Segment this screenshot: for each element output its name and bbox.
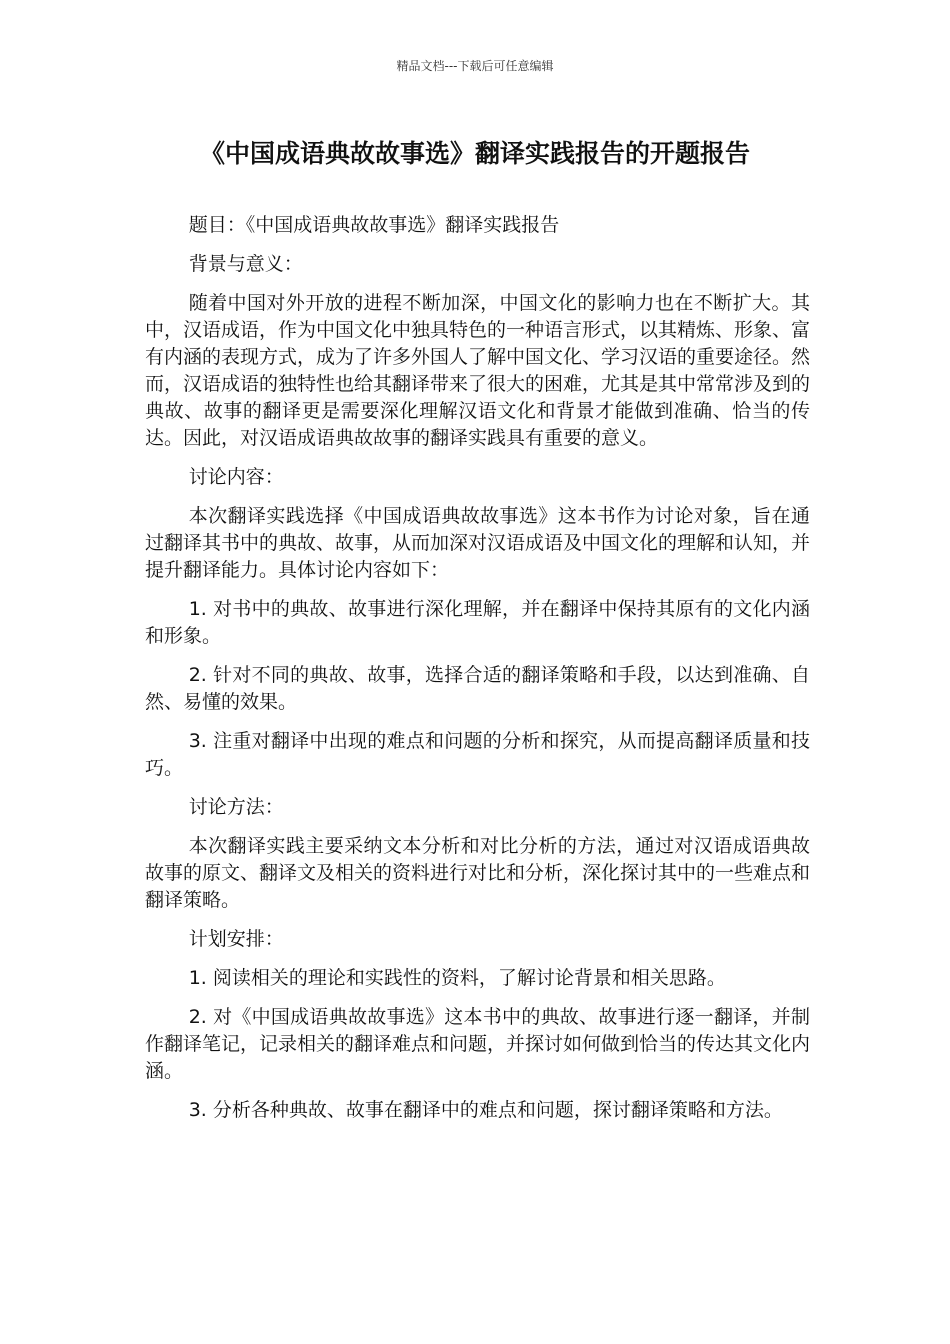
document-body — [145, 212, 810, 1136]
section-heading-method: 讨论方法： — [188, 796, 284, 818]
document-title: 《中国成语典故故事选》翻译实践报告的开题报告 — [199, 139, 750, 168]
content-intro-paragraph: 本次翻译实践选择《中国成语典故故事选》这本书作为讨论对象，旨在通过翻译其书中的典故、故事，从而加深对汉语成语及中国文化的理解和认知，并提升翻译能力。具体讨论内容如下： — [145, 505, 811, 581]
plan-item-1: 1. 阅读相关的理论和实践性的资料，了解讨论背景和相关思路。 — [188, 967, 726, 989]
background-paragraph: 随着中国对外开放的进程不断加深，中国文化的影响力也在不断扩大。其中，汉语成语，作为中国文化中独具特色的一种语言形式，以其精炼、形象、富有内涵的表现方式，成为了许多外国人了解中国文化、学习汉语的重要途径。然而，汉语成语的独特性也给其翻译带来了很大的困难，尤其是其中常常涉及到的典故、故事的翻译更是需要深化理解汉语文化和背景才能做到准确、恰当的传达。因此，对汉语成语典故故事的翻译实践具有重要的意义。 — [145, 292, 811, 449]
header-note: 精品文档---下载后可任意编辑 — [396, 59, 554, 73]
section-heading-plan: 计划安排： — [188, 928, 284, 950]
topic-line: 题目：《中国成语典故故事选》翻译实践报告 — [188, 214, 560, 236]
content-item-1: 1. 对书中的典故、故事进行深化理解，并在翻译中保持其原有的文化内涵和形象。 — [145, 598, 810, 647]
method-paragraph: 本次翻译实践主要采纳文本分析和对比分析的方法，通过对汉语成语典故故事的原文、翻译文及相关的资料进行对比和分析，深化探讨其中的一些难点和翻译策略。 — [145, 835, 811, 911]
section-heading-background: 背景与意义： — [188, 253, 303, 275]
plan-item-3: 3. 分析各种典故、故事在翻译中的难点和问题，探讨翻译策略和方法。 — [188, 1099, 783, 1121]
plan-item-2: 2. 对《中国成语典故故事选》这本书中的典故、故事进行逐一翻译，并制作翻译笔记，记录相关的翻译难点和问题，并探讨如何做到恰当的传达其文化内涵。 — [145, 1006, 811, 1082]
content-item-2: 2. 针对不同的典故、故事，选择合适的翻译策略和手段，以达到准确、自然、易懂的效果。 — [145, 664, 810, 713]
content-item-3: 3. 注重对翻译中出现的难点和问题的分析和探究，从而提高翻译质量和技巧。 — [145, 730, 810, 779]
section-heading-content: 讨论内容： — [188, 466, 284, 488]
